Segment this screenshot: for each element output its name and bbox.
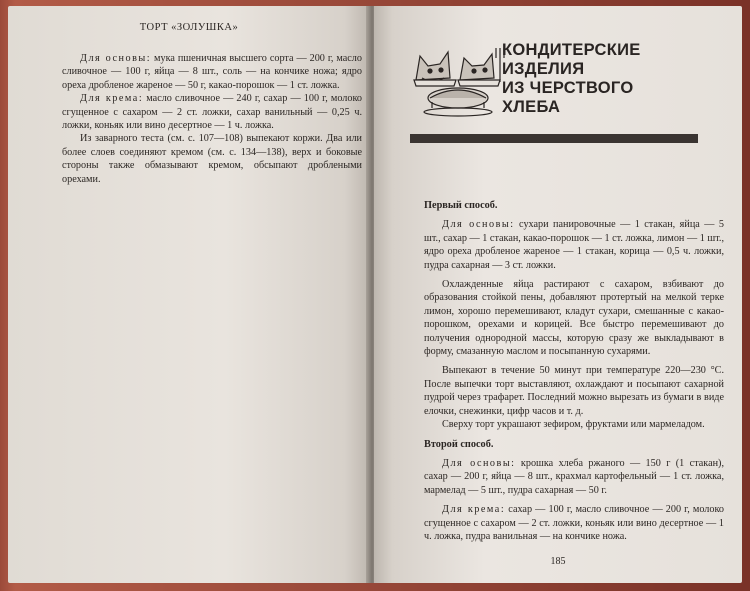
paragraph (424, 218, 724, 272)
paragraph (424, 457, 724, 497)
right-page (374, 6, 742, 583)
paragraph-lead: Для основы: (80, 53, 152, 64)
paragraph (424, 364, 724, 418)
paragraph (62, 52, 362, 92)
paragraph-lead: Для основы: (442, 457, 516, 469)
paragraph-text: Из заварного теста (см. с. 107—108) выпекают коржи. Два или более слоев соединяют кремом (см. с. 134—138), верх и боковые стороны также обмазывают кремом, обсыпают дроблеными орехами. (62, 133, 362, 185)
paragraph-text: масло сливочное — 240 г, сахар — 100 г, молоко сгущенное с сахаром — 2 ст. ложки, сахар ванильный — 0,25 ч. ложки, коньяк или вино десертное — 1 ч. ложка. (62, 93, 362, 132)
paragraph (424, 503, 724, 543)
two-cats-with-cake-icon (410, 38, 506, 118)
chapter-title-line: ИЗДЕЛИЯ (502, 60, 585, 78)
left-page (8, 6, 370, 583)
chapter-header (410, 38, 730, 138)
paragraph (424, 418, 724, 431)
paragraph-text: крошка хлеба ржаного — 150 г (1 стакан), сахар — 200 г, яйца — 8 шт., крахмал картофельный — 1 ст. ложка, мармелад — 5 шт., пудра сахарная — 50 г. (424, 457, 724, 496)
chapter-title-line: ХЛЕБА (502, 98, 561, 116)
chapter-title-line: КОНДИТЕРСКИЕ (502, 41, 641, 59)
chapter-title-line: ИЗ ЧЕРСТВОГО (502, 79, 634, 97)
paragraph-lead: Для крема: (442, 504, 506, 516)
paragraph (62, 92, 362, 132)
left-page-body (62, 52, 362, 186)
chapter-divider-rule (410, 134, 698, 143)
running-head: ТОРТ «ЗОЛУШКА» (139, 22, 239, 33)
paragraph (424, 278, 724, 358)
paragraph-text: Сверху торт украшают зефиром, фруктами или мармеладом. (442, 419, 705, 431)
paragraph-lead: Для основы: (442, 219, 515, 231)
paragraph-text: сухари панировочные — 1 стакан, яйца — 5 шт., сахар — 1 стакан, какао-порошок — 1 ст. ложка, лимон — 1 шт., ядро ореха дробленое жареное — 1 стакан, корица — 0,5 ч. ложки, пудра сахарная — 3 ст. ложки. (424, 219, 724, 271)
paragraph-text: Выпекают в течение 50 минут при температуре 220—230 °С. После выпечки торт выставляют, охлаждают и посыпают сахарной пудрой через трафарет. Последний можно вырезать из бумаги в виде елочки, снежинки, цифр часов и т. д. (424, 365, 724, 417)
paragraph-text: мука пшеничная высшего сорта — 200 г, масло сливочное — 100 г, яйца — 8 шт., соль — на кончике ножа; ядро ореха дробленое жареное — 50 г, какао-порошок — 1 ст. ложка. (62, 53, 362, 91)
paragraph-text: сахар — 100 г, масло сливочное — 200 г, молоко сгущенное с сахаром — 2 ст. ложки, коньяк или вино десертное — 1 ч. ложка, пудра ванильная — на кончике ножа. (424, 504, 724, 542)
right-page-body (424, 199, 724, 543)
paragraph (62, 132, 362, 186)
method-subhead: Второй способ. (424, 438, 494, 450)
paragraph-lead: Для крема: (80, 93, 144, 105)
page-number: 185 (550, 556, 566, 567)
chapter-title (502, 41, 641, 117)
paragraph-text: Охлажденные яйца растирают с сахаром, взбивают до образования стойкой пены, добавляют протертый на мелкой терке лимон, хорошо перемешивают, кладут сухари, смешанные с какао-порошком, орехами и корицей. Все быстро перемешивают до получения однородной массы, которую сразу же выкладывают в форму, смазанную маслом и посыпанную сухарями. (424, 279, 724, 358)
method-subhead: Первый способ. (424, 200, 498, 211)
